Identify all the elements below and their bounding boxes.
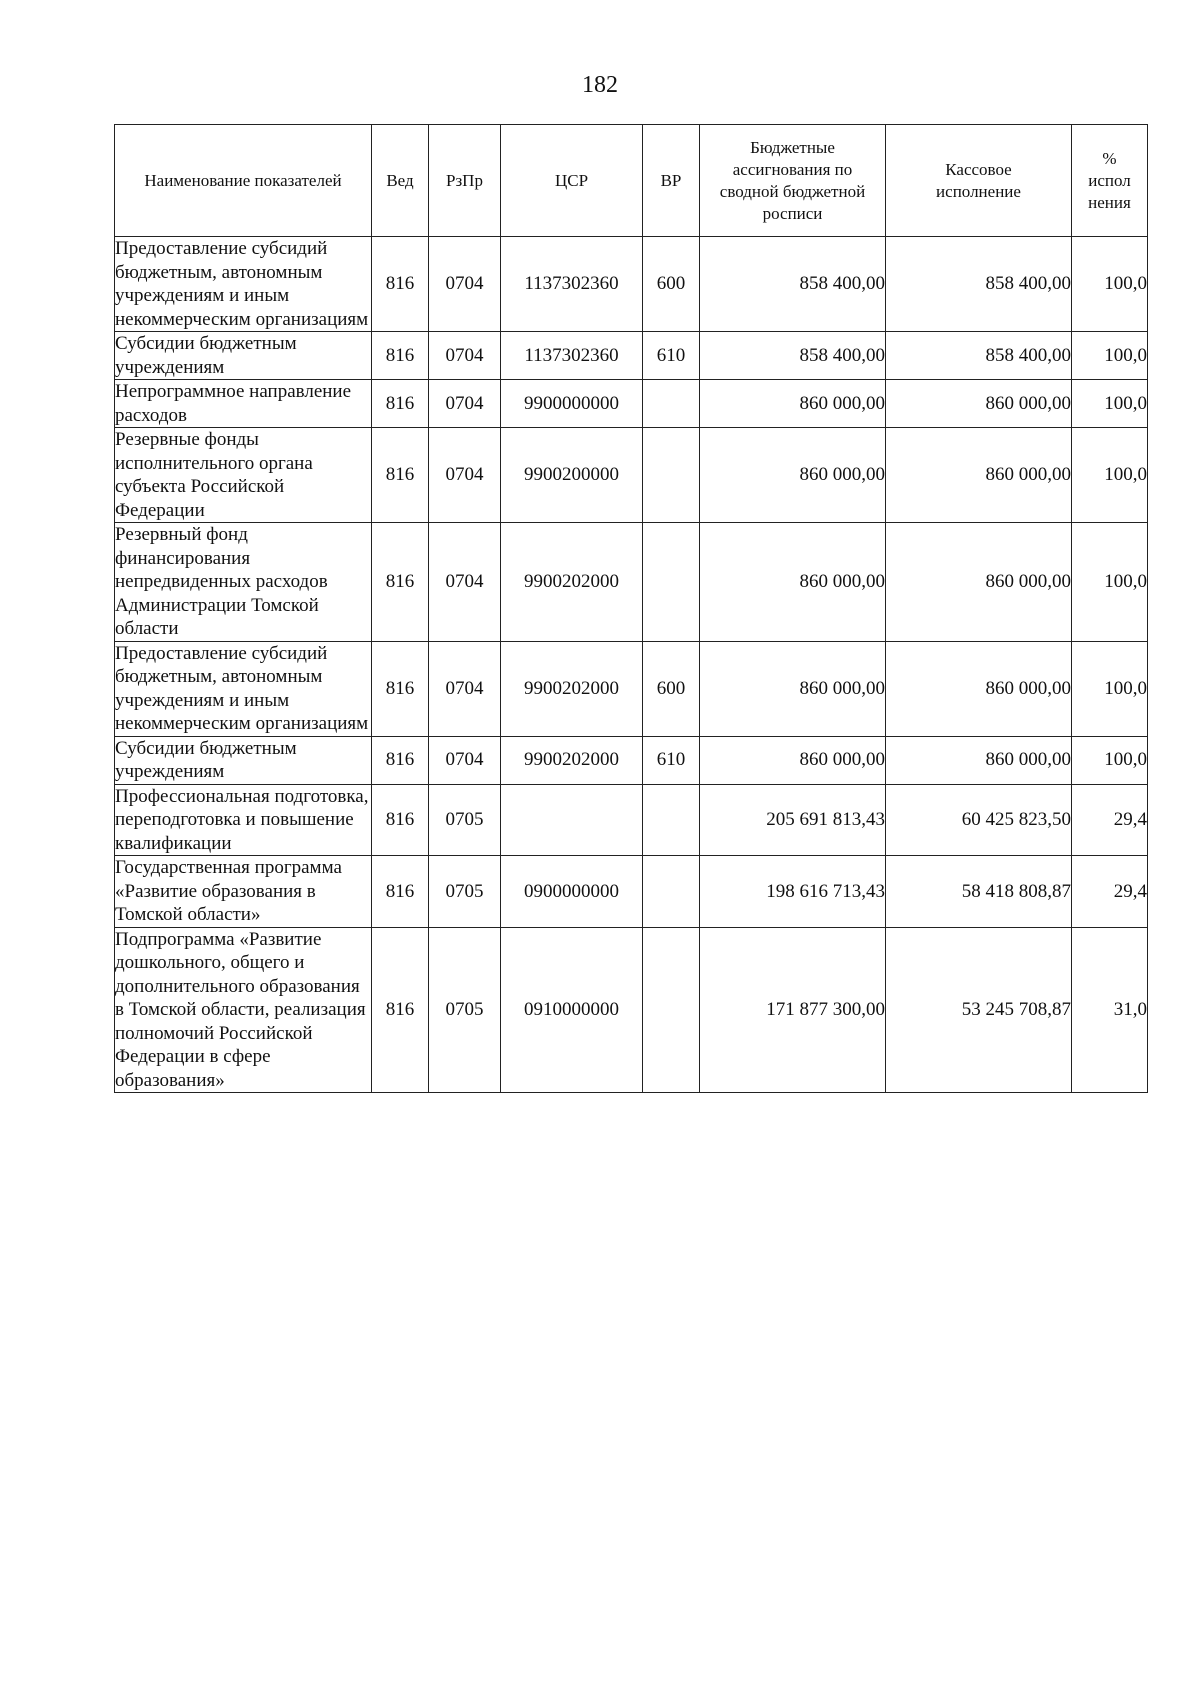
table-row: [115, 380, 1148, 428]
row-executed: 860 000,00: [886, 380, 1072, 428]
row-assigned: 860 000,00: [700, 736, 886, 784]
row-executed: 860 000,00: [886, 523, 1072, 642]
row-vr: [643, 784, 700, 856]
row-rzpr: 0705: [429, 927, 501, 1093]
row-assigned: 860 000,00: [700, 428, 886, 523]
row-vr: [643, 523, 700, 642]
row-rzpr: 0704: [429, 523, 501, 642]
row-percent: 100,0: [1072, 332, 1148, 380]
row-rzpr: 0705: [429, 856, 501, 928]
table-row: [115, 641, 1148, 736]
row-vr: [643, 927, 700, 1093]
row-csr: 9900202000: [501, 736, 643, 784]
row-ved: 816: [372, 784, 429, 856]
table-row: [115, 927, 1148, 1093]
row-name: Подпрограмма «Развитие дошкольного, общего и дополнительного образования в Томской области, реализация полномочий Российской Федерации в сфере образования»: [115, 927, 372, 1093]
row-rzpr: 0704: [429, 380, 501, 428]
row-rzpr: 0705: [429, 784, 501, 856]
row-rzpr: 0704: [429, 641, 501, 736]
row-percent: 100,0: [1072, 523, 1148, 642]
table-header-row: [115, 125, 1148, 237]
row-executed: 58 418 808,87: [886, 856, 1072, 928]
row-rzpr: 0704: [429, 237, 501, 332]
row-percent: 29,4: [1072, 856, 1148, 928]
row-executed: 860 000,00: [886, 736, 1072, 784]
row-percent: 100,0: [1072, 237, 1148, 332]
row-ved: 816: [372, 428, 429, 523]
row-csr: 9900200000: [501, 428, 643, 523]
row-rzpr: 0704: [429, 428, 501, 523]
row-ved: 816: [372, 523, 429, 642]
row-name: Резервные фонды исполнительного органа субъекта Российской Федерации: [115, 428, 372, 523]
row-ved: 816: [372, 332, 429, 380]
row-csr: 1137302360: [501, 332, 643, 380]
row-percent: 100,0: [1072, 380, 1148, 428]
row-vr: 610: [643, 332, 700, 380]
row-name: Государственная программа «Развитие образования в Томской области»: [115, 856, 372, 928]
row-name: Профессиональная подготовка, переподготовка и повышение квалификации: [115, 784, 372, 856]
row-csr: 9900202000: [501, 523, 643, 642]
row-vr: [643, 856, 700, 928]
table-row: [115, 856, 1148, 928]
table-row: [115, 428, 1148, 523]
row-vr: 600: [643, 641, 700, 736]
row-ved: 816: [372, 856, 429, 928]
table-row: [115, 784, 1148, 856]
header-rzpr: РзПр: [429, 125, 501, 237]
row-assigned: 858 400,00: [700, 237, 886, 332]
header-ved: Вед: [372, 125, 429, 237]
row-ved: 816: [372, 237, 429, 332]
row-assigned: 860 000,00: [700, 523, 886, 642]
row-csr: 1137302360: [501, 237, 643, 332]
row-ved: 816: [372, 641, 429, 736]
page-number: 182: [582, 72, 618, 98]
table-row: [115, 736, 1148, 784]
row-vr: 600: [643, 237, 700, 332]
table-row: [115, 332, 1148, 380]
row-csr: 0910000000: [501, 927, 643, 1093]
row-name: Субсидии бюджетным учреждениям: [115, 736, 372, 784]
header-name: Наименование показателей: [115, 125, 372, 237]
row-percent: 100,0: [1072, 641, 1148, 736]
table-row: [115, 237, 1148, 332]
row-assigned: 858 400,00: [700, 332, 886, 380]
row-name: Резервный фонд финансирования непредвиденных расходов Администрации Томской области: [115, 523, 372, 642]
header-assigned: Бюджетные ассигнования по сводной бюджетной росписи: [700, 125, 886, 237]
row-executed: 858 400,00: [886, 237, 1072, 332]
row-name: Субсидии бюджетным учреждениям: [115, 332, 372, 380]
row-assigned: 171 877 300,00: [700, 927, 886, 1093]
row-ved: 816: [372, 927, 429, 1093]
header-vr: ВР: [643, 125, 700, 237]
row-percent: 100,0: [1072, 428, 1148, 523]
row-csr: [501, 784, 643, 856]
row-name: Предоставление субсидий бюджетным, автономным учреждениям и иным некоммерческим организациям: [115, 237, 372, 332]
row-csr: 0900000000: [501, 856, 643, 928]
row-csr: 9900000000: [501, 380, 643, 428]
row-vr: 610: [643, 736, 700, 784]
table-row: [115, 523, 1148, 642]
row-rzpr: 0704: [429, 736, 501, 784]
row-executed: 60 425 823,50: [886, 784, 1072, 856]
budget-execution-table: [114, 124, 1148, 1093]
row-executed: 858 400,00: [886, 332, 1072, 380]
row-vr: [643, 380, 700, 428]
row-name: Непрограммное направление расходов: [115, 380, 372, 428]
row-rzpr: 0704: [429, 332, 501, 380]
header-csr: ЦСР: [501, 125, 643, 237]
row-percent: 29,4: [1072, 784, 1148, 856]
row-executed: 860 000,00: [886, 428, 1072, 523]
row-executed: 53 245 708,87: [886, 927, 1072, 1093]
row-csr: 9900202000: [501, 641, 643, 736]
header-executed: Кассовое исполнение: [886, 125, 1072, 237]
row-assigned: 860 000,00: [700, 380, 886, 428]
row-assigned: 198 616 713,43: [700, 856, 886, 928]
row-ved: 816: [372, 380, 429, 428]
row-percent: 100,0: [1072, 736, 1148, 784]
header-percent: % испол нения: [1072, 125, 1148, 237]
row-ved: 816: [372, 736, 429, 784]
row-executed: 860 000,00: [886, 641, 1072, 736]
row-assigned: 205 691 813,43: [700, 784, 886, 856]
row-percent: 31,0: [1072, 927, 1148, 1093]
row-vr: [643, 428, 700, 523]
row-assigned: 860 000,00: [700, 641, 886, 736]
row-name: Предоставление субсидий бюджетным, автономным учреждениям и иным некоммерческим организациям: [115, 641, 372, 736]
